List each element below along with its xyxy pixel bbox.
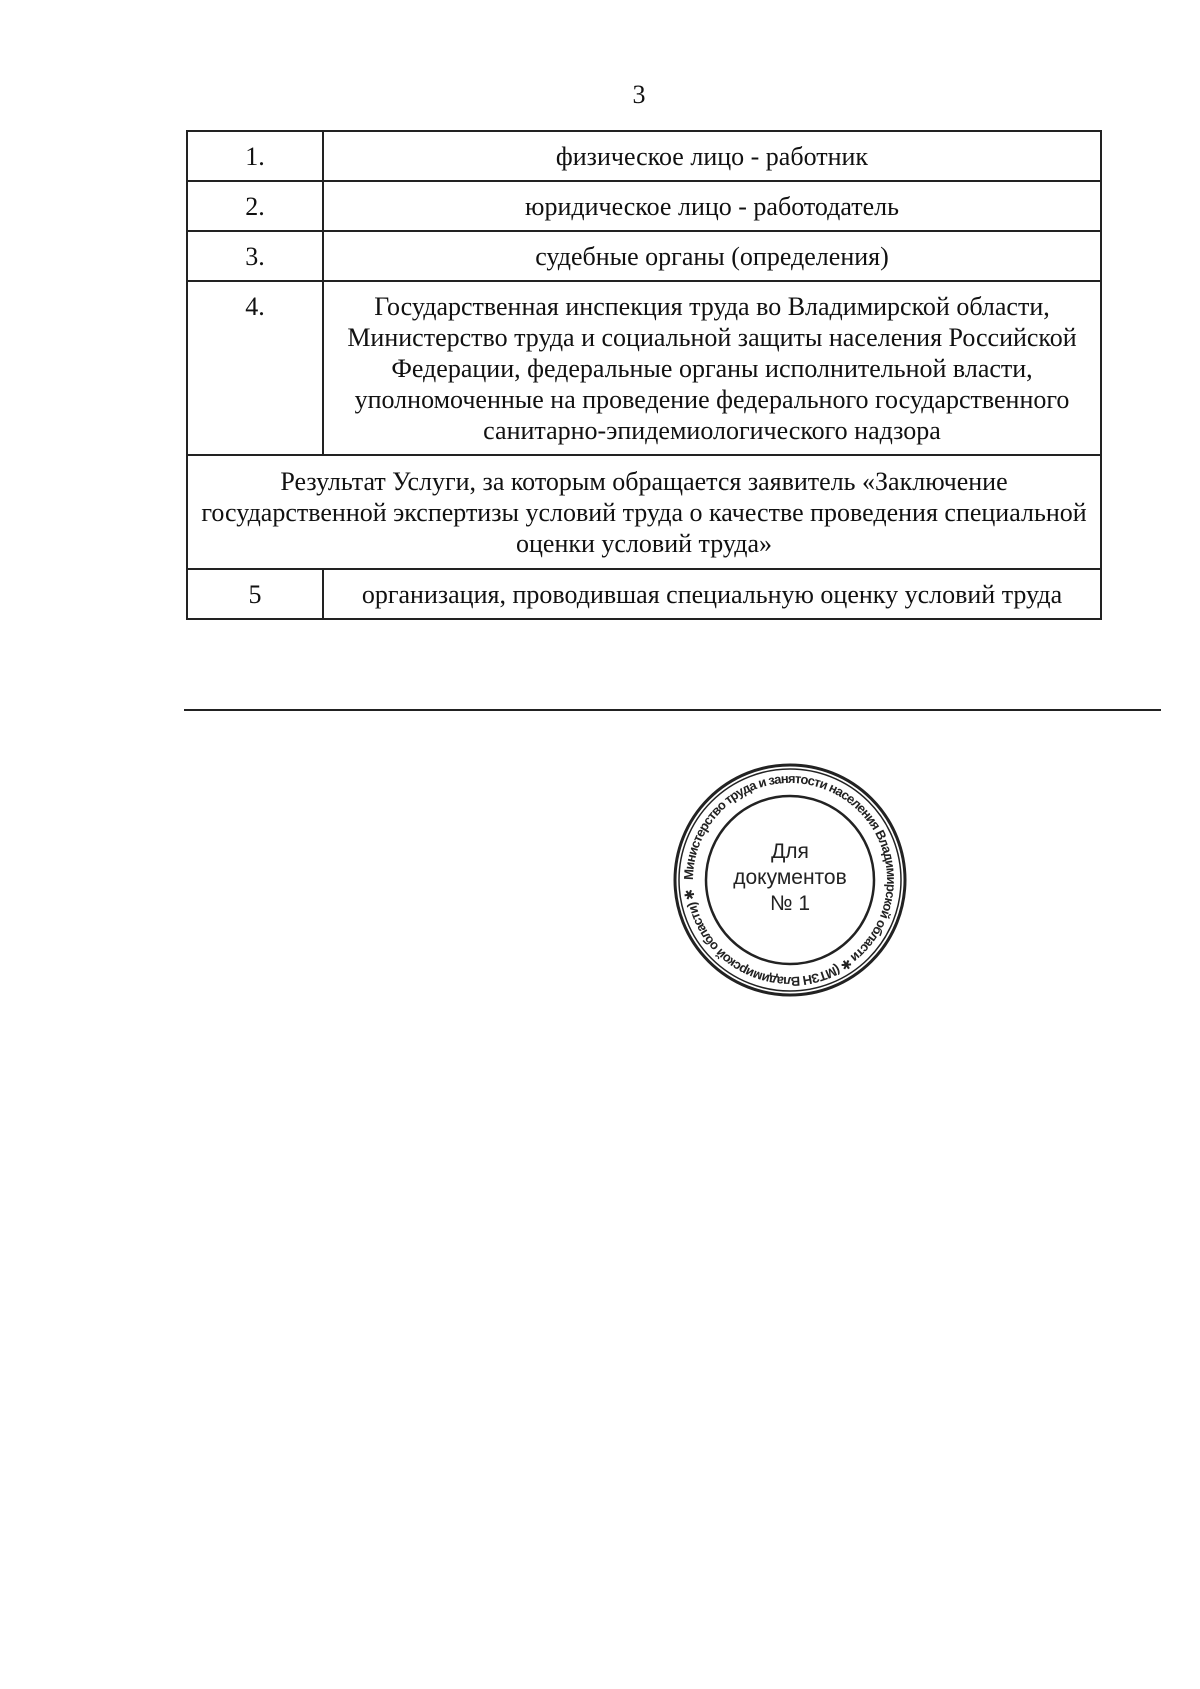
row-number: 5 xyxy=(187,569,323,619)
table-row xyxy=(187,231,1101,281)
table-row xyxy=(187,131,1101,181)
row-text: Государственная инспекция труда во Владимирской области, Министерство труда и социальной защиты населения Российской Федерации, федеральные органы исполнительной власти, уполномоченные на проведение федерального государственного санитарно-эпидемиологического надзора xyxy=(323,281,1101,455)
stamp-ring-text: Министерство труда и занятости населения Владимирской области ✱ (МТЗН Владимирской области) ✱ xyxy=(680,770,900,990)
result-of-service-cell: Результат Услуги, за которым обращается заявитель «Заключение государственной экспертизы условий труда о качестве проведения специальной оценки условий труда» xyxy=(187,455,1101,569)
row-number: 1. xyxy=(187,131,323,181)
table-row xyxy=(187,181,1101,231)
stamp-center-line1: Для xyxy=(771,840,809,863)
official-stamp xyxy=(670,760,910,1000)
row-text: физическое лицо - работник xyxy=(323,131,1101,181)
table-row xyxy=(187,569,1101,619)
table-row xyxy=(187,281,1101,455)
document-table xyxy=(186,130,1102,620)
page-number: 3 xyxy=(632,80,646,109)
stamp-center-line3: № 1 xyxy=(769,892,811,915)
stamp-center-line2: документов xyxy=(733,866,847,889)
table-row-merged xyxy=(187,455,1101,569)
row-text: организация, проводившая специальную оценку условий труда xyxy=(323,569,1101,619)
row-text: юридическое лицо - работодатель xyxy=(323,181,1101,231)
row-number: 4. xyxy=(187,281,323,455)
row-number: 3. xyxy=(187,231,323,281)
horizontal-rule xyxy=(184,709,1161,711)
row-number: 2. xyxy=(187,181,323,231)
row-text: судебные органы (определения) xyxy=(323,231,1101,281)
